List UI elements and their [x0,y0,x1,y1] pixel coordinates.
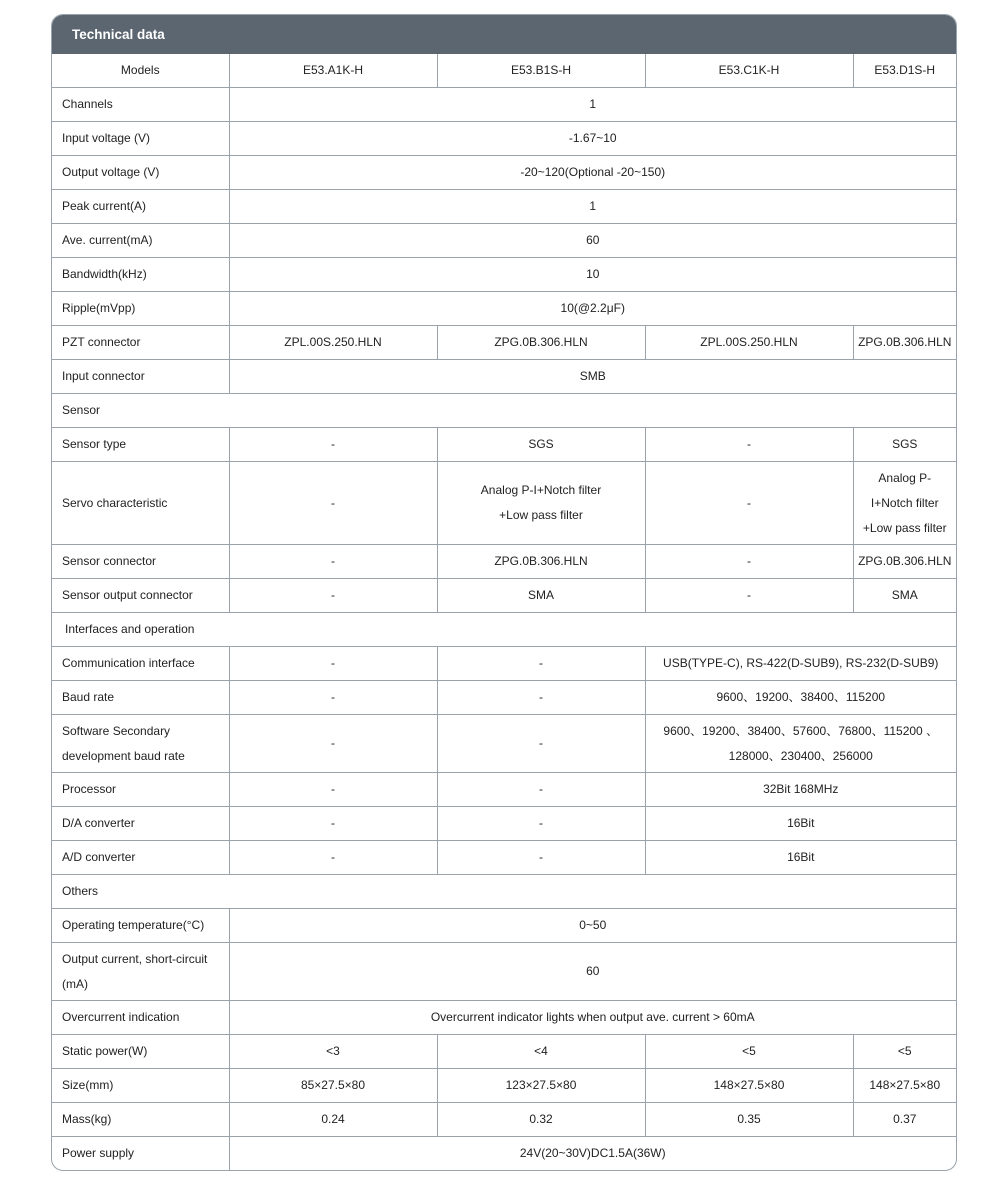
row-value: -20~120(Optional -20~150) [229,156,956,190]
row-value: - [229,428,437,462]
table-row [52,681,956,715]
row-value: 0.35 [645,1103,853,1137]
row-value: 123×27.5×80 [437,1069,645,1103]
table-row [52,326,956,360]
row-value: - [229,545,437,579]
label-line: (mA) [62,976,88,991]
row-value: ZPL.00S.250.HLN [229,326,437,360]
row-label: Baud rate [52,681,229,715]
row-value: 1 [229,88,956,122]
row-value: - [437,807,645,841]
row-value: - [437,681,645,715]
row-value: ZPL.00S.250.HLN [645,326,853,360]
row-label: Ave. current(mA) [52,224,229,258]
table-row [52,841,956,875]
row-value: USB(TYPE-C), RS-422(D-SUB9), RS-232(D-SUB9) [645,647,956,681]
row-value [645,715,956,773]
row-label: Communication interface [52,647,229,681]
table-row [52,292,956,326]
row-label: A/D converter [52,841,229,875]
table-row [52,1035,956,1069]
row-value: 10 [229,258,956,292]
row-value: 16Bit [645,807,956,841]
panel-title: Technical data [52,15,956,54]
row-value: - [229,841,437,875]
table-row [52,428,956,462]
row-value: 60 [229,943,956,1001]
table-row [52,190,956,224]
row-label: PZT connector [52,326,229,360]
row-value: 9600、19200、38400、115200 [645,681,956,715]
row-value: - [437,773,645,807]
row-value: SGS [437,428,645,462]
model-name: E53.C1K-H [645,54,853,88]
row-value: 148×27.5×80 [645,1069,853,1103]
row-value: - [229,647,437,681]
row-label: Output voltage (V) [52,156,229,190]
table-row [52,462,956,545]
row-value: 85×27.5×80 [229,1069,437,1103]
row-value: - [229,681,437,715]
row-value: 24V(20~30V)DC1.5A(36W) [229,1137,956,1171]
table-row [52,715,956,773]
table-row [52,579,956,613]
model-name: E53.B1S-H [437,54,645,88]
row-value: ZPG.0B.306.HLN [853,545,956,579]
row-label: Sensor output connector [52,579,229,613]
value-line: Analog P-I+Notch filter [480,483,602,497]
table-row [52,807,956,841]
row-value: - [229,579,437,613]
row-value [437,462,645,545]
row-label: Peak current(A) [52,190,229,224]
row-value: ZPG.0B.306.HLN [437,545,645,579]
label-line: development baud rate [62,748,185,763]
technical-data-panel [51,14,957,1171]
model-name: E53.A1K-H [229,54,437,88]
row-value: SMA [853,579,956,613]
row-value: 32Bit 168MHz [645,773,956,807]
table-row [52,360,956,394]
value-line: +Low pass filter [499,508,583,522]
table-row [52,1001,956,1035]
table-row [52,1069,956,1103]
row-value: - [229,715,437,773]
row-value: <5 [645,1035,853,1069]
section-row [52,394,956,428]
section-row [52,875,956,909]
row-label: Static power(W) [52,1035,229,1069]
table-row [52,258,956,292]
row-label: Overcurrent indication [52,1001,229,1035]
row-value: SMB [229,360,956,394]
row-value: <5 [853,1035,956,1069]
row-label: Power supply [52,1137,229,1171]
row-value: - [229,773,437,807]
table-row [52,773,956,807]
row-value: - [645,462,853,545]
row-value: <3 [229,1035,437,1069]
table-row [52,88,956,122]
row-label [52,715,229,773]
label-line: Software Secondary [62,723,171,738]
table-row [52,1103,956,1137]
row-value: 16Bit [645,841,956,875]
table-row [52,156,956,190]
table-row [52,647,956,681]
row-value: <4 [437,1035,645,1069]
section-heading-others: Others [52,875,956,909]
row-value: - [437,647,645,681]
row-value: SMA [437,579,645,613]
row-value: SGS [853,428,956,462]
models-row [52,54,956,88]
row-label: Sensor connector [52,545,229,579]
table-row [52,1137,956,1171]
section-heading-sensor: Sensor [52,394,956,428]
row-value: - [645,545,853,579]
row-label: Bandwidth(kHz) [52,258,229,292]
row-label: Operating temperature(°C) [52,909,229,943]
row-label: Mass(kg) [52,1103,229,1137]
row-value: Overcurrent indicator lights when output ave. current > 60mA [229,1001,956,1035]
row-value: -1.67~10 [229,122,956,156]
row-label: D/A converter [52,807,229,841]
row-value: 60 [229,224,956,258]
row-value: - [437,841,645,875]
row-value: - [437,715,645,773]
table-row [52,122,956,156]
row-value: ZPG.0B.306.HLN [437,326,645,360]
row-value [853,462,956,545]
value-line: I+Notch filter [870,495,939,510]
row-label: Sensor type [52,428,229,462]
row-value: 148×27.5×80 [853,1069,956,1103]
value-line: +Low pass filter [862,520,947,535]
row-label: Servo characteristic [52,462,229,545]
table-row [52,943,956,1001]
row-value: - [229,807,437,841]
section-row [52,613,956,647]
row-label: Channels [52,88,229,122]
row-value: 0.32 [437,1103,645,1137]
row-label: Processor [52,773,229,807]
row-label: Ripple(mVpp) [52,292,229,326]
value-line: 9600、19200、38400、57600、76800、115200 、 [663,723,939,738]
row-value: - [645,428,853,462]
table-row [52,224,956,258]
value-line: 128000、230400、256000 [728,748,873,763]
row-label: Size(mm) [52,1069,229,1103]
row-value: 0~50 [229,909,956,943]
row-value: - [229,462,437,545]
model-name: E53.D1S-H [853,54,956,88]
label-line: Output current, short-circuit [62,951,208,966]
row-value: 10(@2.2μF) [229,292,956,326]
table-row [52,545,956,579]
row-value: 1 [229,190,956,224]
row-value: - [645,579,853,613]
table-row [52,909,956,943]
row-label: Input connector [52,360,229,394]
section-heading-interfaces: Interfaces and operation [52,613,956,647]
row-label [52,943,229,1001]
value-line: Analog P- [878,470,932,485]
row-value: ZPG.0B.306.HLN [853,326,956,360]
row-value: 0.37 [853,1103,956,1137]
row-value: 0.24 [229,1103,437,1137]
technical-data-table [52,54,956,1170]
row-label: Input voltage (V) [52,122,229,156]
models-label: Models [52,54,229,88]
